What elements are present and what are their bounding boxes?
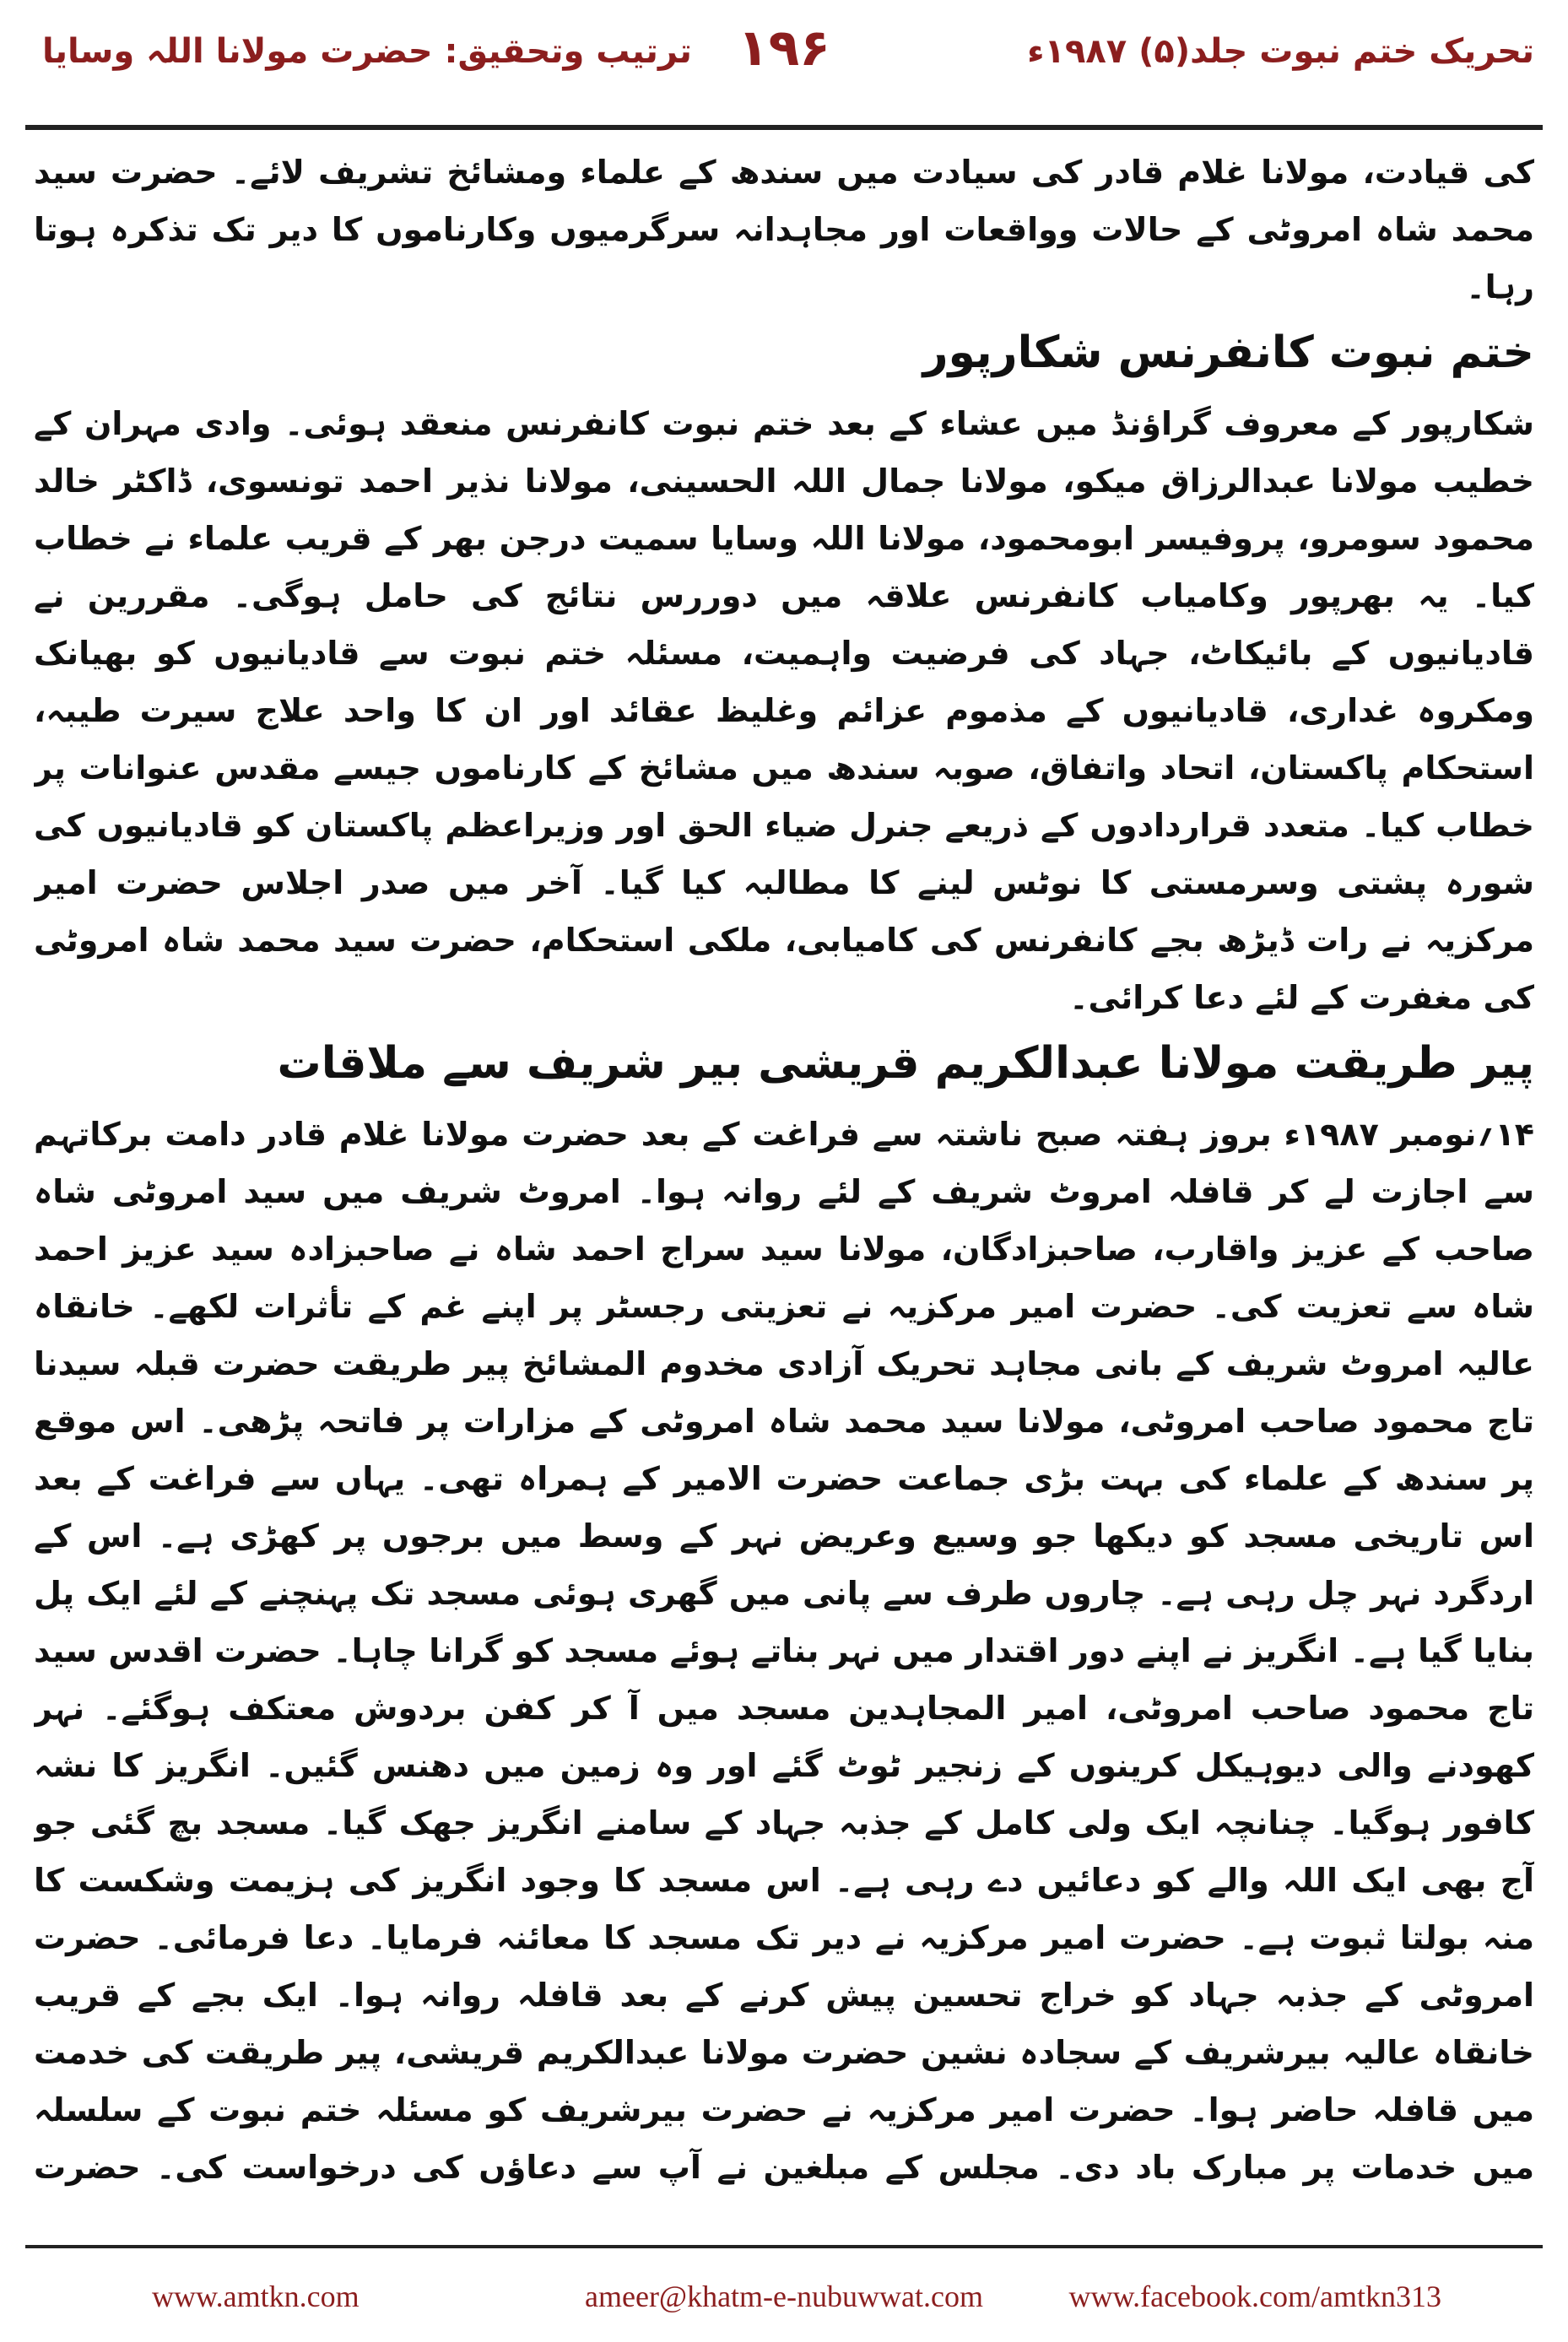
header-divider: [25, 125, 1543, 130]
page-header: [0, 0, 1568, 127]
paragraph-1: کی قیادت، مولانا غلام قادر کی سیادت میں سندھ کے علماء ومشائخ تشریف لائے۔ حضرت سید محمد شاہ امروٹی کے حالات وواقعات اور مجاہدانہ سرگرمیوں وکارناموں کا دیر تک تذکرہ ہوتا رہا۔: [34, 154, 1534, 306]
paragraph-2: شکارپور کے معروف گراؤنڈ میں عشاء کے بعد ختم نبوت کانفرنس منعقد ہوئی۔ وادی مہران کے خطیب مولانا عبدالرزاق میکو، مولانا جمال اللہ الحسینی، مولانا نذیر احمد تونسوی، ڈاکٹر خالد محمود سومرو، پروفیسر ابومحمود، مولانا اللہ وسایا سمیت درجن بھر کے قریب علماء نے خطاب کیا۔ یہ بھرپور وکامیاب کانفرنس علاقہ میں دوررس نتائج کی حامل ہوگی۔ مقررین نے قادیانیوں کے بائیکاٹ، جہاد کی فرضیت واہمیت، مسئلہ ختم نبوت سے قادیانیوں کو بھیانک ومکروہ غداری، قادیانیوں کے مذموم عزائم وغلیظ عقائد اور ان کا واحد علاج سیرت طیبہ، استحکام پاکستان، اتحاد واتفاق، صوبہ سندھ میں مشائخ کے کارناموں جیسے مقدس عنوانات پر خطاب کیا۔ متعدد قراردادوں کے ذریعے جنرل ضیاء الحق اور وزیراعظم پاکستان کو قادیانیوں کی شورہ پشتی وسرمستی کا نوٹس لینے کا مطالبہ کیا گیا۔ آخر میں صدر اجلاس حضرت امیر مرکزیہ نے رات ڈیڑھ بجے کانفرنس کی کامیابی، ملکی استحکام، حضرت سید محمد شاہ امروٹی کی مغفرت کے لئے دعا کرائی۔: [34, 405, 1534, 1016]
website-link[interactable]: www.amtkn.com: [152, 2280, 360, 2313]
page-number: ۱۹۶: [738, 19, 830, 78]
paragraph-3: ۱۴؍نومبر ۱۹۸۷ء بروز ہفتہ صبح ناشتہ سے فراغت کے بعد حضرت مولانا غلام قادر دامت برکاتہم سے اجازت لے کر قافلہ امروٹ شریف کے لئے روانہ ہوا۔ امروٹ شریف میں سید امروٹی شاہ صاحب کے عزیز واقارب، صاحبزادگان، مولانا سید سراج احمد شاہ نے صاحبزادہ سید عزیز احمد شاہ سے تعزیت کی۔ حضرت امیر مرکزیہ نے تعزیتی رجسٹر پر اپنے غم کے تأثرات لکھے۔ خانقاہ عالیہ امروٹ شریف کے بانی مجاہد تحریک آزادی مخدوم المشائخ پیر طریقت حضرت قبلہ سیدنا تاج محمود صاحب امروٹی، مولانا سید محمد شاہ امروٹی کے مزارات پر فاتحہ پڑھی۔ اس موقع پر سندھ کے علماء کی بہت بڑی جماعت حضرت الامیر کے ہمراہ تھی۔ یہاں سے فراغت کے بعد اس تاریخی مسجد کو دیکھا جو وسیع وعریض نہر کے وسط میں برجوں پر کھڑی ہے۔ اس کے اردگرد نہر چل رہی ہے۔ چاروں طرف سے پانی میں گھری ہوئی مسجد تک پہنچنے کے لئے ایک پل بنایا گیا ہے۔ انگریز نے اپنے دور اقتدار میں نہر بناتے ہوئے مسجد کو گرانا چاہا۔ حضرت اقدس سید تاج محمود صاحب امروٹی، امیر المجاہدین مسجد میں آ کر کفن بردوش معتکف ہوگئے۔ نہر کھودنے والی دیوہیکل کرینوں کے زنجیر ٹوٹ گئے اور وہ زمین میں دھنس گئیں۔ انگریز کا نشہ کافور ہوگیا۔ چنانچہ ایک ولی کامل کے جذبہ جہاد کے سامنے انگریز جھک گیا۔ مسجد بچ گئی جو آج بھی ایک اللہ والے کو دعائیں دے رہی ہے۔ اس مسجد کا وجود انگریز کی ہزیمت وشکست کا منہ بولتا ثبوت ہے۔ حضرت امیر مرکزیہ نے دیر تک مسجد کا معائنہ فرمایا۔ دعا فرمائی۔ حضرت امروٹی کے جذبہ جہاد کو خراج تحسین پیش کرنے کے بعد قافلہ روانہ ہوا۔ ایک بجے کے قریب خانقاہ عالیہ بیرشریف کے سجادہ نشین حضرت مولانا عبدالکریم قریشی، پیر طریقت کی خدمت میں قافلہ حاضر ہوا۔ حضرت امیر مرکزیہ نے حضرت بیرشریف کو مسئلہ ختم نبوت کے سلسلہ میں خدمات پر مبارک باد دی۔ مجلس کے مبلغین نے آپ سے دعاؤں کی درخواست کی۔ حضرت: [34, 1116, 1534, 2186]
page-body: [34, 143, 1534, 2203]
compiler-credit: ترتیب وتحقیق: حضرت مولانا اللہ وسایا: [42, 32, 692, 71]
email-link[interactable]: ameer@khatm-e-nubuwwat.com: [585, 2280, 983, 2313]
book-title: تحریک ختم نبوت جلد(۵) ۱۹۸۷ء: [1027, 32, 1534, 71]
section-heading-meeting: پیر طریقت مولانا عبدالکریم قریشی بیر شریف سے ملاقات: [277, 1038, 1534, 1089]
section-heading-shikarpur: ختم نبوت کانفرنس شکارپور: [922, 327, 1534, 378]
facebook-link[interactable]: www.facebook.com/amtkn313: [1068, 2280, 1441, 2313]
footer-divider: [25, 2245, 1543, 2248]
page-footer: [0, 2245, 1568, 2342]
